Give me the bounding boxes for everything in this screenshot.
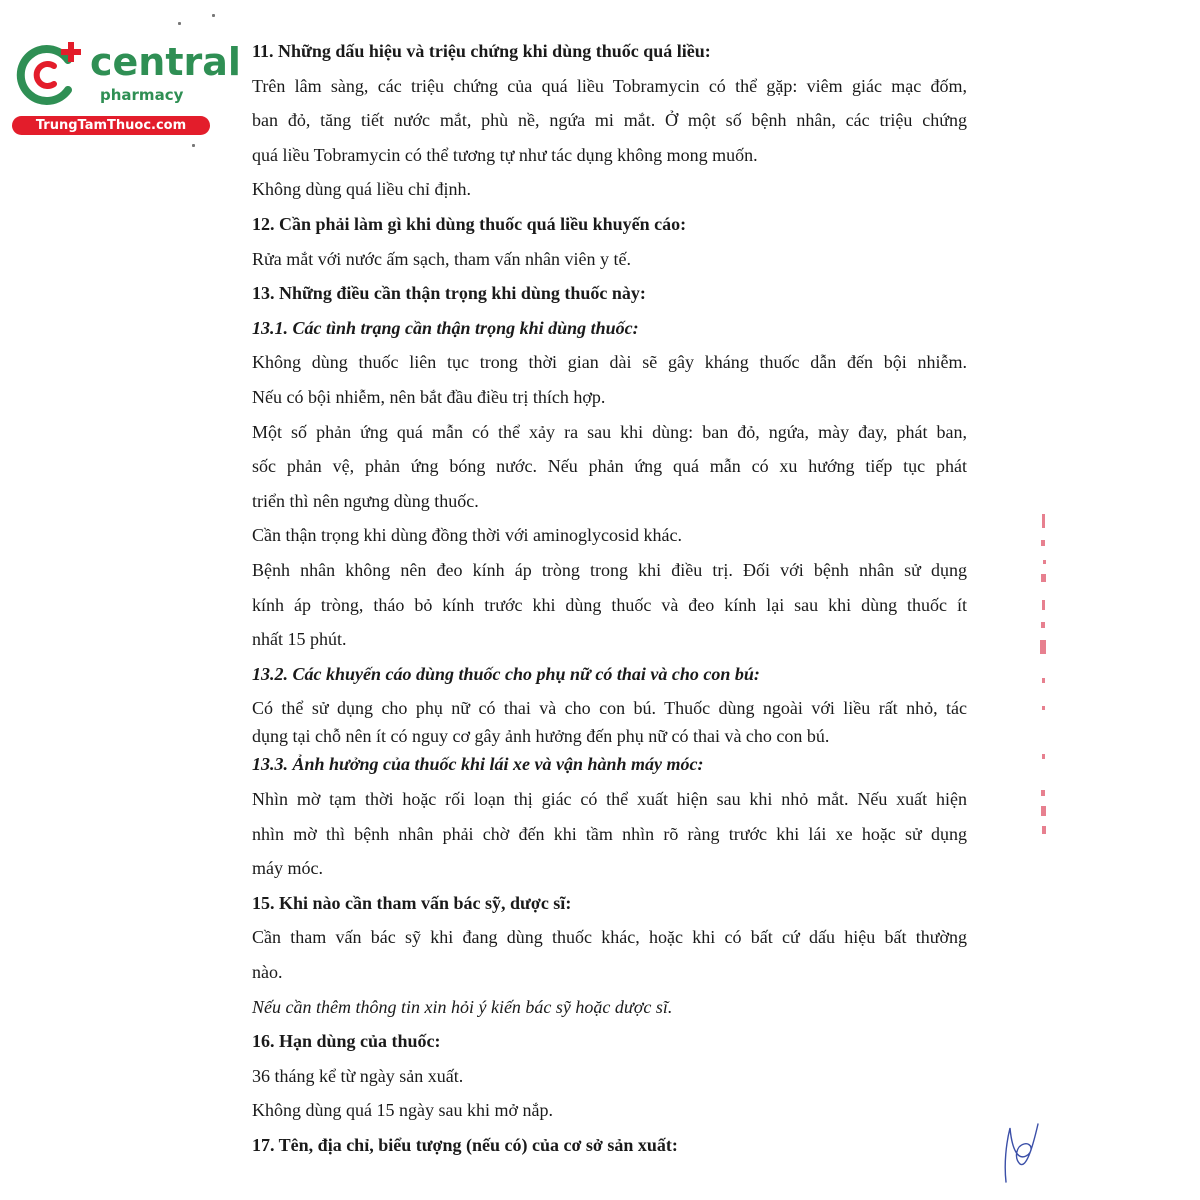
brand-url[interactable]: TrungTamThuoc.com (12, 116, 210, 135)
body-text-line: Không dùng quá liều chỉ định. (252, 179, 471, 200)
body-text-line: máy móc. (252, 858, 323, 879)
subsection-heading: 13.2. Các khuyến cáo dùng thuốc cho phụ nữ có thai và cho con bú: (252, 663, 760, 684)
body-text-line: kính áp tròng, tháo bỏ kính trước khi dùng thuốc và đeo kính lại sau khi dùng thuốc ít (252, 594, 967, 615)
brand-logo[interactable] (10, 38, 241, 138)
body-text-line: dụng tại chỗ nên ít có nguy cơ gây ảnh hưởng đến phụ nữ có thai và cho con bú. (252, 726, 830, 747)
body-text-line: Không dùng thuốc liên tục trong thời gian dài sẽ gây kháng thuốc dẫn đến bội nhiễm. (252, 352, 967, 373)
scan-speck (212, 14, 215, 17)
scan-speck (178, 22, 181, 25)
body-text-line: Nếu có bội nhiễm, nên bắt đầu điều trị thích hợp. (252, 387, 606, 407)
body-text-line: Một số phản ứng quá mẫn có thể xảy ra sau khi dùng: ban đỏ, ngứa, mày đay, phát ban, (252, 421, 967, 442)
body-text-line: nào. (252, 962, 283, 982)
body-text-line: triển thì nên ngưng dùng thuốc. (252, 490, 479, 511)
body-text-line: Nhìn mờ tạm thời hoặc rối loạn thị giác có thể xuất hiện sau khi nhỏ mắt. Nếu xuất hiện (252, 789, 967, 809)
body-text-line: nhìn mờ thì bệnh nhân phải chờ đến khi tầm nhìn rõ ràng trước khi lái xe hoặc sử dụng (252, 823, 967, 844)
section-heading: 16. Hạn dùng của thuốc: (252, 1031, 441, 1052)
signature (996, 1120, 1042, 1184)
body-text-line: Rửa mắt với nước ấm sạch, tham vấn nhân viên y tế. (252, 248, 631, 269)
italic-note: Nếu cần thêm thông tin xin hỏi ý kiến bác sỹ hoặc dược sĩ. (252, 996, 673, 1017)
body-text-line: ban đỏ, tăng tiết nước mắt, phù nề, ngứa mi mắt. Ở một số bệnh nhân, các triệu chứng (252, 110, 967, 131)
body-text-line: quá liều Tobramycin có thể tương tự như tác dụng không mong muốn. (252, 144, 758, 165)
body-text-line: 36 tháng kể từ ngày sản xuất. (252, 1065, 464, 1086)
body-text-line: Cần thận trọng khi dùng đồng thời với aminoglycosid khác. (252, 525, 682, 546)
body-text-line: Không dùng quá 15 ngày sau khi mở nắp. (252, 1100, 553, 1121)
section-heading: 12. Cần phải làm gì khi dùng thuốc quá liều khuyến cáo: (252, 214, 687, 234)
subsection-heading: 13.1. Các tình trạng cần thận trọng khi dùng thuốc: (252, 317, 639, 338)
section-heading: 17. Tên, địa chỉ, biểu tượng (nếu có) của cơ sở sản xuất: (252, 1135, 678, 1155)
body-text-line: Bệnh nhân không nên đeo kính áp tròng trong khi điều trị. Đối với bệnh nhân sử dụng (252, 560, 967, 580)
pharmacy-cross-icon (10, 38, 90, 108)
body-text-line: Có thể sử dụng cho phụ nữ có thai và cho con bú. Thuốc dùng ngoài với liều rất nhỏ, tác (252, 698, 967, 719)
margin-stamp (1036, 510, 1052, 840)
subsection-heading: 13.3. Ảnh hưởng của thuốc khi lái xe và vận hành máy móc: (252, 754, 704, 775)
section-heading: 11. Những dấu hiệu và triệu chứng khi dùng thuốc quá liều: (252, 41, 711, 61)
body-text-line: Trên lâm sàng, các triệu chứng của quá liều Tobramycin có thể gặp: viêm giác mạc đốm, (252, 75, 967, 96)
section-heading: 15. Khi nào cần tham vấn bác sỹ, dược sĩ: (252, 892, 572, 913)
section-heading: 13. Những điều cần thận trọng khi dùng thuốc này: (252, 283, 646, 304)
body-text-line: Cần tham vấn bác sỹ khi đang dùng thuốc khác, hoặc khi có bất cứ dấu hiệu bất thường (252, 927, 967, 948)
brand-subtitle: pharmacy (100, 86, 184, 104)
scan-speck (192, 144, 195, 147)
body-text-line: sốc phản vệ, phản ứng bóng nước. Nếu phản ứng quá mẫn có xu hướng tiếp tục phát (252, 456, 967, 477)
body-text-line: nhất 15 phút. (252, 629, 347, 650)
brand-name: central (90, 40, 241, 84)
